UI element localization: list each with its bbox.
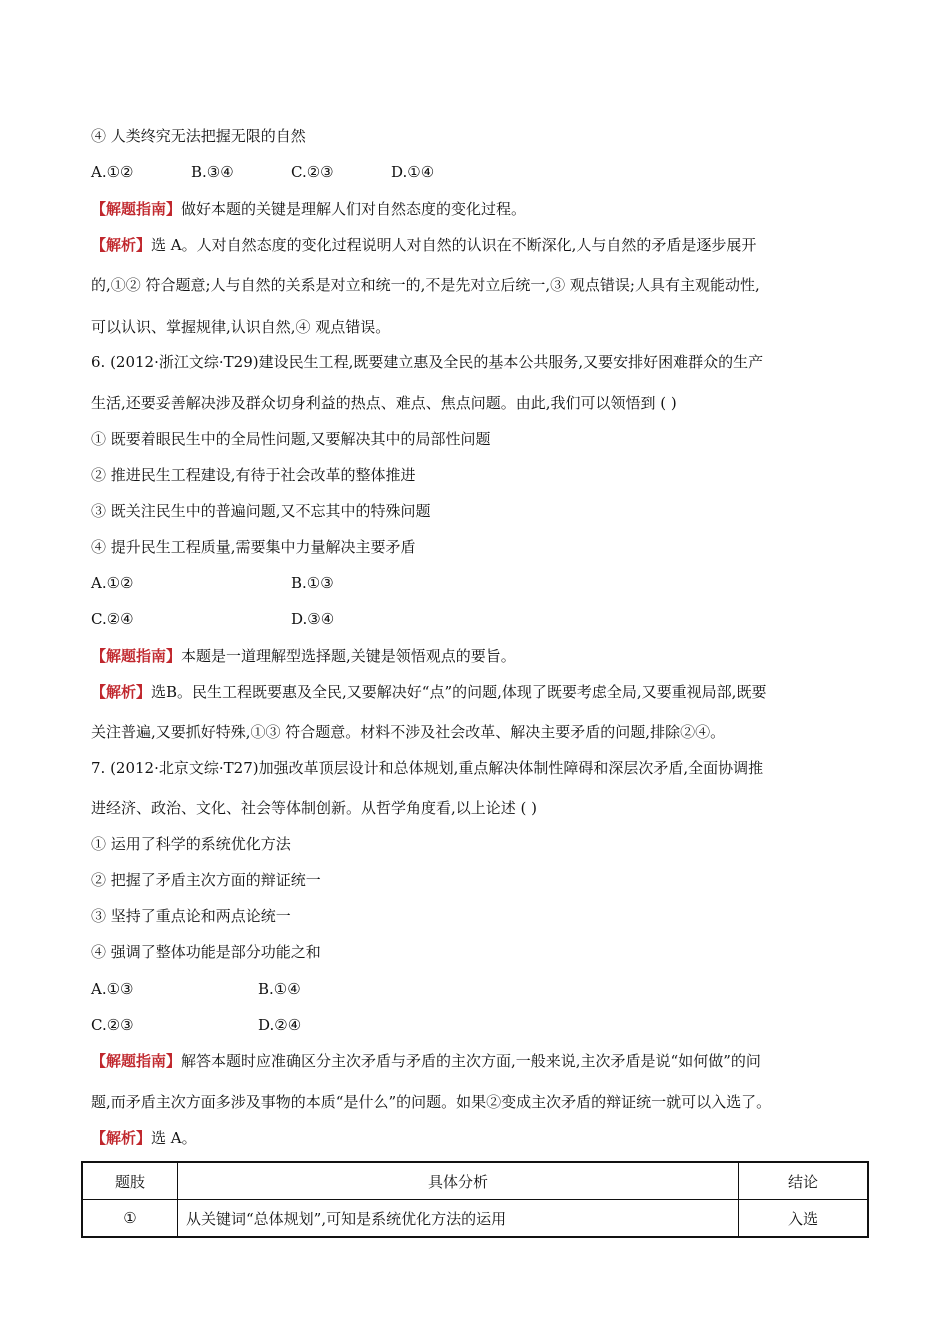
q6-analysis-line-2: 关注普遍,又要抓好特殊,①③ 符合题意。材料不涉及社会改革、解决主要矛盾的问题,排除②④。: [91, 723, 726, 741]
analysis-tag: 【解析】: [91, 1129, 152, 1147]
q5-option-c: C.②③: [291, 163, 334, 181]
guide-text: 做好本题的关键是理解人们对自然态度的变化过程。: [181, 200, 527, 218]
q6-stem-line-2: 生活,还要妥善解决涉及群众切身利益的热点、难点、焦点问题。由此,我们可以领悟到 ( ): [91, 394, 677, 412]
guide-tag: 【解题指南】: [91, 647, 182, 665]
analysis-tag: 【解析】: [91, 236, 152, 254]
q7-statement-4: ④ 强调了整体功能是部分功能之和: [91, 943, 321, 961]
q7-option-c: C.②③: [91, 1016, 134, 1034]
q7-statement-2: ② 把握了矛盾主次方面的辩证统一: [91, 871, 321, 889]
q7-option-b: B.①④: [258, 980, 301, 998]
table-cell: ①: [82, 1200, 178, 1238]
q5-option-d: D.①④: [391, 163, 435, 181]
q7-analysis: [91, 1128, 868, 1148]
q5-analysis-line-1: [91, 235, 868, 255]
table-header-cell: 具体分析: [178, 1162, 739, 1200]
q5-statement-4: ④ 人类终究无法把握无限的自然: [91, 127, 306, 145]
q6-guide: [91, 646, 868, 666]
q7-stem-line-2: 进经济、政治、文化、社会等体制创新。从哲学角度看,以上论述 ( ): [91, 799, 538, 817]
table-cell: 入选: [739, 1200, 869, 1238]
q6-statement-1: ① 既要着眼民生中的全局性问题,又要解决其中的局部性问题: [91, 430, 491, 448]
table-header-cell: 结论: [739, 1162, 869, 1200]
q6-analysis-line-1: [91, 682, 868, 702]
analysis-text: 选B。民生工程既要惠及全民,又要解决好“点”的问题,体现了既要考虑全局,又要重视局部,既要: [151, 683, 767, 701]
q7-stem-line-1: 7. (2012·北京文综·T27)加强改革顶层设计和总体规划,重点解决体制性障碍和深层次矛盾,全面协调推: [91, 759, 764, 777]
analysis-text: 选 A。: [151, 1129, 197, 1147]
analysis-table: [81, 1161, 869, 1238]
q7-guide-line-2: 题,而矛盾主次方面多涉及事物的本质“是什么”的问题。如果②变成主次矛盾的辩证统一就可以入选了。: [91, 1093, 772, 1111]
guide-text: 解答本题时应准确区分主次矛盾与矛盾的主次方面,一般来说,主次矛盾是说“如何做”的问: [181, 1052, 761, 1070]
q5-guide: [91, 199, 868, 219]
q6-option-b: B.①③: [291, 574, 334, 592]
q6-statement-4: ④ 提升民生工程质量,需要集中力量解决主要矛盾: [91, 538, 416, 556]
table-cell: 从关键词“总体规划”,可知是系统优化方法的运用: [178, 1200, 739, 1238]
q5-option-a: A.①②: [91, 163, 134, 181]
table-row: [82, 1200, 868, 1238]
guide-tag: 【解题指南】: [91, 200, 182, 218]
guide-tag: 【解题指南】: [91, 1052, 182, 1070]
q6-option-d: D.③④: [291, 610, 335, 628]
q7-option-d: D.②④: [258, 1016, 302, 1034]
q7-guide-line-1: [91, 1051, 868, 1071]
q5-option-b: B.③④: [191, 163, 234, 181]
q6-option-c: C.②④: [91, 610, 134, 628]
q5-analysis-line-2: 的,①② 符合题意;人与自然的关系是对立和统一的,不是先对立后统一,③ 观点错误;人具有主观能动性,: [91, 276, 760, 294]
analysis-text: 选 A。人对自然态度的变化过程说明人对自然的认识在不断深化,人与自然的矛盾是逐步展开: [151, 236, 757, 254]
q7-statement-3: ③ 坚持了重点论和两点论统一: [91, 907, 291, 925]
q6-stem-line-1: 6. (2012·浙江文综·T29)建设民生工程,既要建立惠及全民的基本公共服务,又要安排好困难群众的生产: [91, 353, 764, 371]
q5-analysis-line-3: 可以认识、掌握规律,认识自然,④ 观点错误。: [91, 318, 391, 336]
q6-statement-3: ③ 既关注民生中的普遍问题,又不忘其中的特殊问题: [91, 502, 431, 520]
q6-option-a: A.①②: [91, 574, 134, 592]
q6-statement-2: ② 推进民生工程建设,有待于社会改革的整体推进: [91, 466, 416, 484]
guide-text: 本题是一道理解型选择题,关键是领悟观点的要旨。: [181, 647, 516, 665]
analysis-tag: 【解析】: [91, 683, 152, 701]
table-header-row: [82, 1162, 868, 1200]
q7-option-a: A.①③: [91, 980, 134, 998]
q7-statement-1: ① 运用了科学的系统优化方法: [91, 835, 291, 853]
table-header-cell: 题肢: [82, 1162, 178, 1200]
